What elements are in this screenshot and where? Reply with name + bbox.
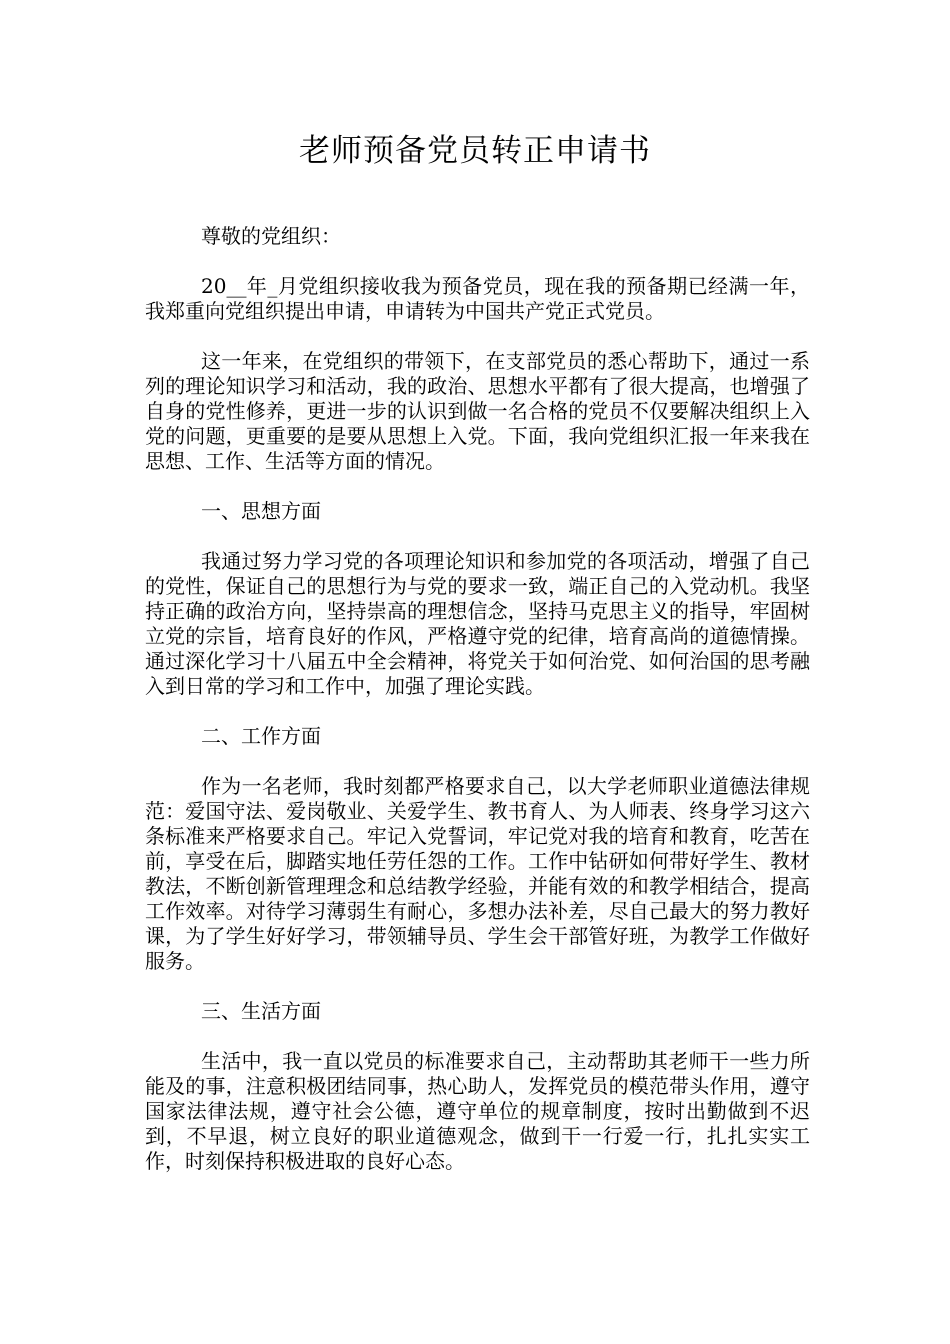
document-title: 老师预备党员转正申请书 <box>299 133 651 169</box>
summary-paragraph: 这一年来，在党组织的带领下，在支部党员的悉心帮助下，通过一系列的理论知识学习和活动，我的政治、思想水平都有了很大提高，也增强了自身的党性修养，更进一步的认识到做一名合格的党员不仅要解决组织上入党的问题，更重要的是要从思想上入党。下面，我向党组织汇报一年来我在思想、工作、生活等方面的情况。 <box>145 349 810 473</box>
life-paragraph: 生活中，我一直以党员的标准要求自己，主动帮助其老师干一些力所能及的事，注意积极团结同事，热心助人，发挥党员的模范带头作用，遵守国家法律法规，遵守社会公德，遵守单位的规章制度，按时出勤做到不迟到，不早退，树立良好的职业道德观念，做到干一行爱一行，扎扎实实工作，时刻保持积极进取的良好心态。 <box>145 1049 810 1173</box>
section-heading-work: 二、工作方面 <box>201 724 321 748</box>
salutation: 尊敬的党组织： <box>201 224 341 248</box>
document-body <box>145 224 810 1199</box>
section-heading-thought: 一、思想方面 <box>201 499 321 523</box>
work-paragraph: 作为一名老师，我时刻都严格要求自己，以大学老师职业道德法律规范：爱国守法、爱岗敬业、关爱学生、教书育人、为人师表、终身学习这六条标准来严格要求自己。牢记入党誓词，牢记党对我的培育和教育，吃苦在前，享受在后，脚踏实地任劳任怨的工作。工作中钻研如何带好学生、教材教法，不断创新管理理念和总结教学经验，并能有效的和教学相结合，提高工作效率。对待学习薄弱生有耐心，多想办法补差，尽自己最大的努力教好课，为了学生好好学习，带领辅导员、学生会干部管好班，为教学工作做好服务。 <box>145 774 810 973</box>
section-heading-life: 三、生活方面 <box>201 999 321 1023</box>
thought-paragraph: 我通过努力学习党的各项理论知识和参加党的各项活动，增强了自己的党性，保证自己的思想行为与党的要求一致，端正自己的入党动机。我坚持正确的政治方向，坚持崇高的理想信念，坚持马克思主义的指导，牢固树立党的宗旨，培育良好的作风，严格遵守党的纪律，培育高尚的道德情操。通过深化学习十八届五中全会精神，将党关于如何治党、如何治国的思考融入到日常的学习和工作中，加强了理论实践。 <box>145 549 810 698</box>
intro-paragraph: 20__年_月党组织接收我为预备党员，现在我的预备期已经满一年，我郑重向党组织提出申请，申请转为中国共产党正式党员。 <box>145 274 810 323</box>
